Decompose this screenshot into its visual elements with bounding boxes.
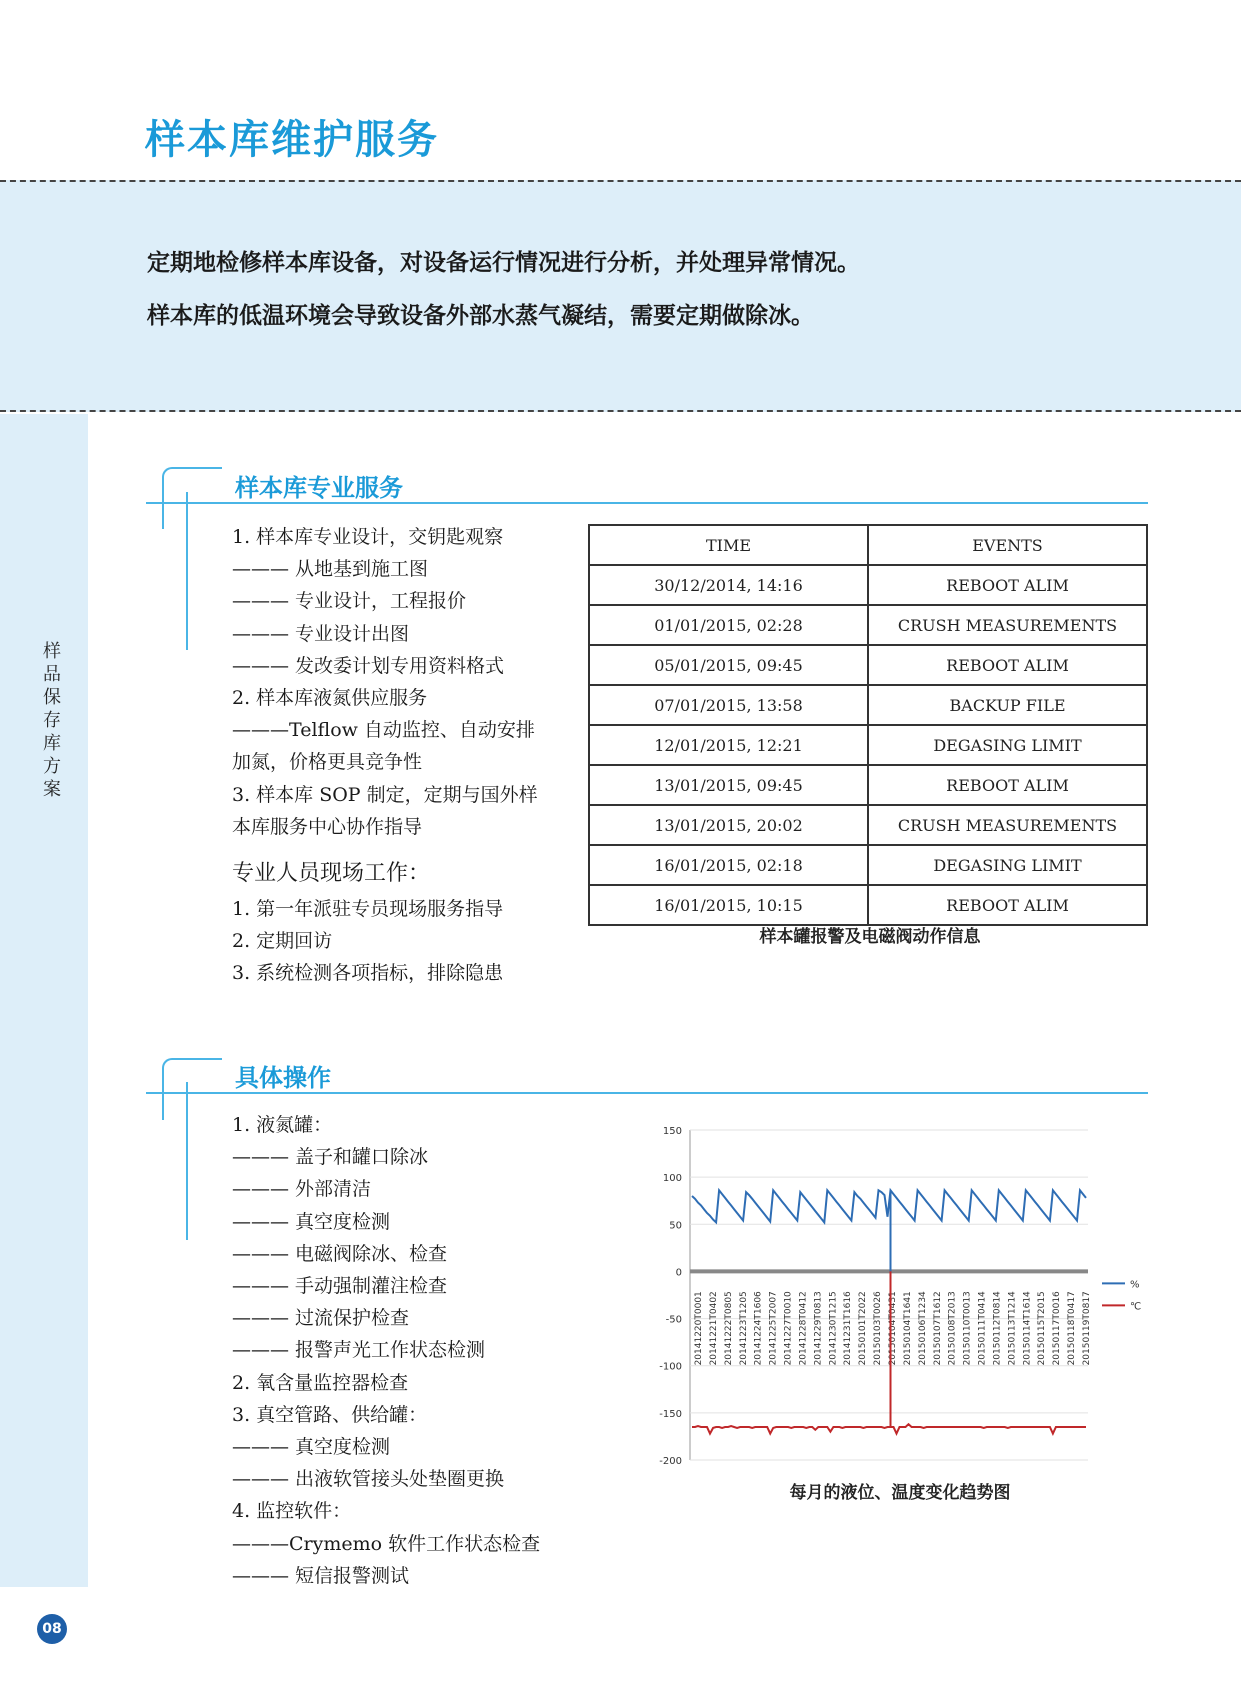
- list-item: ——— 从地基到施工图: [232, 558, 429, 581]
- x-tick-label: 20150106T1234: [917, 1291, 928, 1366]
- list-item: ——— 真空度检测: [232, 1210, 391, 1233]
- list-item: 3. 系统检测各项指标，排除隐患: [232, 962, 504, 985]
- y-tick-label: 150: [662, 1126, 682, 1137]
- list-item: ——— 发改委计划专用资料格式: [232, 654, 505, 677]
- section1-title: 样本库专业服务: [235, 473, 403, 502]
- x-tick-label: 20150115T2015: [1037, 1291, 1048, 1366]
- x-tick-label: 20141221T0402: [708, 1291, 719, 1366]
- list-item: 3. 真空管路、供给罐：: [232, 1403, 428, 1426]
- x-tick-label: 20150114T1614: [1022, 1291, 1033, 1366]
- cell-time: 16/01/2015, 02:18: [589, 845, 868, 885]
- list-item: 3. 样本库 SOP 制定，定期与国外样: [232, 783, 538, 806]
- list-item: 2. 定期回访: [232, 930, 333, 953]
- section2-vline: [186, 1082, 188, 1240]
- series-line-1: [692, 1424, 1086, 1433]
- onsite-heading: 专业人员现场工作：: [232, 861, 431, 886]
- x-tick-label: 20141229T0813: [813, 1291, 824, 1366]
- x-tick-label: 20150104T0431: [888, 1291, 898, 1366]
- list-item: ——— 手动强制灌注检查: [232, 1275, 448, 1297]
- x-tick-label: 20150118T0417: [1067, 1291, 1078, 1366]
- table-row: [589, 605, 1147, 645]
- x-tick-label: 20150101T2022: [858, 1291, 869, 1366]
- section1-vline: [186, 492, 188, 650]
- table-row: [589, 845, 1147, 885]
- x-tick-label: 20141224T1606: [753, 1291, 764, 1366]
- list-item: ——— 短信报警测试: [232, 1564, 410, 1587]
- table-row: [589, 645, 1147, 685]
- x-tick-label: 20150112T0814: [992, 1291, 1003, 1366]
- cell-event: REBOOT ALIM: [868, 565, 1147, 605]
- section2-title: 具体操作: [235, 1063, 331, 1092]
- x-tick-label: 20150107T1612: [932, 1291, 943, 1366]
- list-item: ———Crymemo 软件工作状态检查: [232, 1532, 541, 1555]
- cell-time: 05/01/2015, 09:45: [589, 645, 868, 685]
- table-header-row: [589, 525, 1147, 565]
- page-title: 样本库维护服务: [145, 117, 439, 163]
- cell-time: 16/01/2015, 10:15: [589, 885, 868, 925]
- x-tick-label: 20150104T1641: [902, 1291, 913, 1366]
- list-item: 1. 样本库专业设计，交钥匙观察: [232, 526, 504, 548]
- list-item: 1. 液氮罐：: [232, 1114, 333, 1136]
- x-tick-label: 20141220T0001: [694, 1291, 704, 1366]
- x-tick-label: 20150103T0026: [873, 1291, 884, 1366]
- y-tick-label: 0: [675, 1267, 682, 1279]
- cell-event: BACKUP FILE: [868, 685, 1147, 725]
- page-number: 08: [37, 1614, 67, 1644]
- x-tick-label: 20150110T0013: [962, 1291, 973, 1366]
- table-caption: 样本罐报警及电磁阀动作信息: [759, 927, 981, 947]
- table-row: [589, 565, 1147, 605]
- section1-frame: [162, 467, 222, 529]
- cell-time: 13/01/2015, 09:45: [589, 765, 868, 805]
- cell-event: REBOOT ALIM: [868, 885, 1147, 925]
- y-tick-label: -50: [665, 1314, 682, 1326]
- list-item: ——— 真空度检测: [232, 1436, 391, 1458]
- side-label: 样品保存库方案: [43, 641, 61, 800]
- x-tick-label: 20141227T0010: [783, 1291, 794, 1366]
- list-item: 1. 第一年派驻专员现场服务指导: [232, 898, 504, 920]
- trend-chart: [640, 1115, 1160, 1475]
- list-item: 加氮，价格更具竞争性: [232, 751, 423, 774]
- cell-time: 12/01/2015, 12:21: [589, 725, 868, 765]
- list-item: ——— 出液软管接头处垫圈更换: [232, 1468, 505, 1491]
- series-line-0: [692, 1190, 1086, 1222]
- events-table: [588, 524, 1148, 926]
- y-tick-label: -100: [659, 1361, 682, 1373]
- list-item: ——— 报警声光工作状态检测: [232, 1339, 486, 1362]
- x-tick-label: 20141231T1616: [843, 1291, 854, 1366]
- table-row: [589, 765, 1147, 805]
- cell-time: 07/01/2015, 13:58: [589, 685, 868, 725]
- table-row: [589, 805, 1147, 845]
- list-item: 本库服务中心协作指导: [232, 815, 423, 838]
- cell-event: DEGASING LIMIT: [868, 725, 1147, 765]
- events-body: [589, 565, 1147, 925]
- x-tick-label: 20150117T0016: [1052, 1291, 1063, 1366]
- list-item: ——— 外部清洁: [232, 1178, 372, 1201]
- legend-label: ℃: [1130, 1301, 1142, 1313]
- cell-event: REBOOT ALIM: [868, 645, 1147, 685]
- cell-event: CRUSH MEASUREMENTS: [868, 805, 1147, 845]
- list-item: 2. 氧含量监控器检查: [232, 1371, 409, 1394]
- intro-line-2: 样本库的低温环境会导致设备外部水蒸气凝结，需要定期做除冰。: [147, 303, 814, 329]
- intro-band: [0, 180, 1241, 412]
- list-item: ———Telflow 自动监控、自动安排: [232, 719, 535, 742]
- x-tick-label: 20141223T1205: [738, 1291, 749, 1366]
- chart-caption: 每月的液位、温度变化趋势图: [789, 1483, 1011, 1503]
- list-item: ——— 过流保护检查: [232, 1307, 410, 1330]
- cell-event: REBOOT ALIM: [868, 765, 1147, 805]
- legend-label: %: [1130, 1279, 1140, 1291]
- x-tick-label: 20141225T2007: [768, 1291, 779, 1366]
- y-tick-label: 50: [669, 1220, 682, 1232]
- x-tick-label: 20150119T0817: [1082, 1291, 1092, 1366]
- list-item: ——— 盖子和罐口除冰: [232, 1146, 429, 1169]
- x-tick-label: 20150113T1214: [1007, 1291, 1018, 1366]
- y-tick-label: -150: [659, 1408, 682, 1420]
- list-item: ——— 专业设计出图: [232, 622, 410, 645]
- x-tick-label: 20150108T2013: [947, 1291, 958, 1366]
- list-item: ——— 专业设计，工程报价: [232, 590, 467, 613]
- x-tick-label: 20141228T0412: [798, 1291, 809, 1366]
- table-row: [589, 725, 1147, 765]
- table-row: [589, 885, 1147, 925]
- table-row: [589, 685, 1147, 725]
- intro-line-1: 定期地检修样本库设备，对设备运行情况进行分析，并处理异常情况。: [147, 250, 860, 276]
- section2-frame: [162, 1058, 222, 1120]
- list-item: 4. 监控软件：: [232, 1500, 352, 1523]
- cell-time: 30/12/2014, 14:16: [589, 565, 868, 605]
- list-item: 2. 样本库液氮供应服务: [232, 687, 428, 709]
- header-events: EVENTS: [868, 525, 1147, 565]
- x-tick-label: 20141230T1215: [828, 1291, 839, 1366]
- cell-time: 01/01/2015, 02:28: [589, 605, 868, 645]
- x-tick-label: 20150111T0414: [977, 1291, 988, 1366]
- y-tick-label: -200: [659, 1456, 682, 1467]
- cell-event: CRUSH MEASUREMENTS: [868, 605, 1147, 645]
- list-item: ——— 电磁阀除冰、检查: [232, 1242, 448, 1265]
- cell-time: 13/01/2015, 20:02: [589, 805, 868, 845]
- cell-event: DEGASING LIMIT: [868, 845, 1147, 885]
- side-strip: [0, 414, 88, 1587]
- x-tick-label: 20141222T0805: [723, 1291, 734, 1366]
- header-time: TIME: [589, 525, 868, 565]
- y-tick-label: 100: [662, 1173, 682, 1185]
